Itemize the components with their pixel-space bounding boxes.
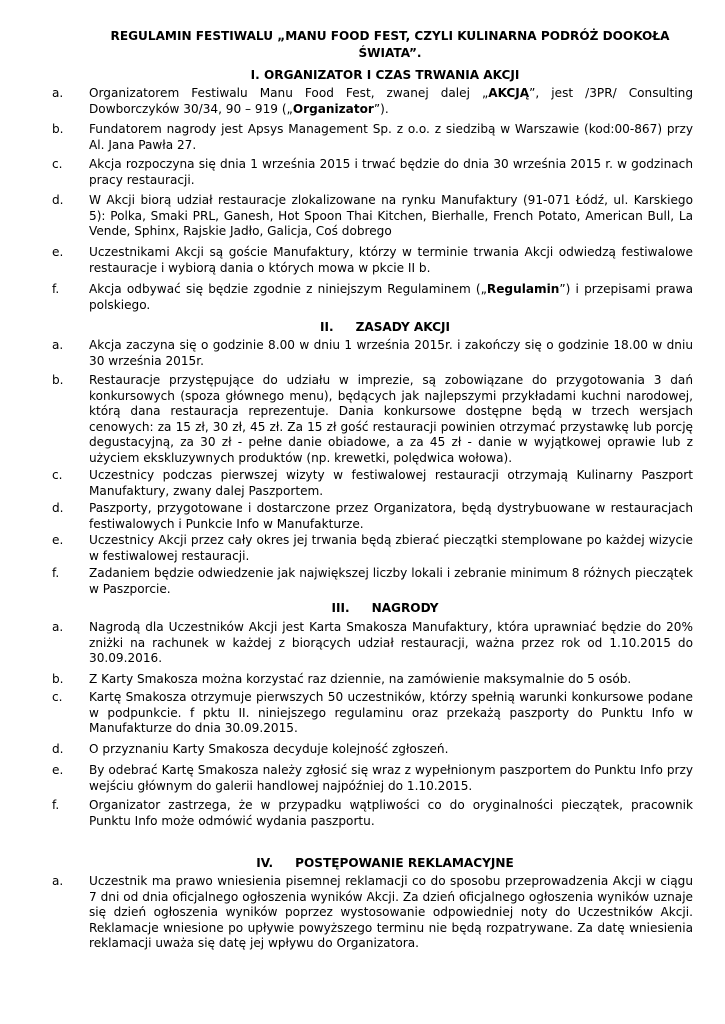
- section-number: IV.: [256, 856, 274, 870]
- item-text: Paszporty, przygotowane i dostarczone przez Organizatora, będą dystrybuowane w restauracjach festiwalowych i Punkcie Info w Manufakturze.: [89, 501, 693, 531]
- item-text: [89, 282, 693, 313]
- item-text: Uczestnik ma prawo wniesienia pisemnej reklamacji co do sposobu przeprowadzenia Akcji w ciągu 7 dni od dnia oficjalnego ogłoszenia wyników Akcji. Za dzień oficjalnego ogłoszenia wyników uznaje się dzień ogłoszenia wyników poprzez wystosowanie odpowiedniej noty do Uczestników Akcji. Reklamacje wniesione po upływie powyższego terminu nie będą rozpatrywane. Za datę wniesienia reklamacji uważa się datę jej wpływu do Organizatora.: [89, 874, 693, 951]
- item-text: Akcja zaczyna się o godzinie 8.00 w dniu 1 września 2015r. i zakończy się o godzinie 18.00 w dniu 30 września 2015r.: [89, 338, 693, 368]
- item-letter: e.: [52, 533, 64, 547]
- item-letter: a.: [52, 874, 64, 888]
- document-title-line-1: REGULAMIN FESTIWALU „MANU FOOD FEST, CZYLI KULINARNA PODRÓŻ DOOKOŁA: [110, 29, 670, 43]
- item-text: O przyznaniu Karty Smakosza decyduje kolejność zgłoszeń.: [89, 742, 449, 756]
- item-letter: b.: [52, 122, 64, 136]
- item-letter: d.: [52, 193, 64, 207]
- item-text-bold: AKCJĄ: [488, 86, 530, 100]
- item-text: Kartę Smakosza otrzymuje pierwszych 50 uczestników, którzy spełnią warunki konkursowe podane w podpunkcie. f pktu II. niniejszego regulaminu oraz przekażą paszporty do Punktu Info w Manufakturze do dnia 30.09.2015.: [89, 690, 693, 736]
- item-text: [89, 86, 693, 117]
- item-letter: a.: [52, 338, 64, 352]
- item-text: Organizator zastrzega, że w przypadku wątpliwości co do oryginalności pieczątek, pracownik Punktu Info może odmówić wydania paszportu.: [89, 798, 693, 828]
- item-text: Zadaniem będzie odwiedzenie jak największej liczby lokali i zebranie minimum 8 różnych pieczątek w Paszporcie.: [89, 566, 693, 596]
- section-number: III.: [331, 601, 350, 615]
- section-number: I.: [250, 68, 260, 82]
- item-text-part: ”) i przepisami prawa polskiego.: [89, 282, 693, 312]
- item-text: Uczestnicy podczas pierwszej wizyty w festiwalowej restauracji otrzymają Kulinarny Paszport Manufaktury, zwany dalej Paszportem.: [89, 468, 693, 498]
- item-letter: d.: [52, 501, 64, 515]
- item-text-bold: Organizator: [292, 101, 374, 116]
- item-text-part: ”).: [373, 101, 389, 116]
- section-number: II.: [320, 320, 334, 334]
- item-letter: b.: [52, 672, 64, 686]
- section-heading-3: [60, 601, 710, 616]
- item-text: W Akcji biorą udział restauracje zlokalizowane na rynku Manufaktury (91-071 Łódź, ul. Karskiego 5): Polka, Smaki PRL, Ganesh, Hot Spoon Thai Kitchen, Bierhalle, French Potato, American Bull, La Vende, Sphinx, Rajskie Jadło, Galicja, Coś dobrego: [89, 193, 693, 239]
- item-text: Nagrodą dla Uczestników Akcji jest Karta Smakosza Manufaktury, która uprawniać będzie do 20% zniżki na rachunek w każdej z biorących udział restauracji, ważna przez rok od 1.10.2015 do 30.09.2016.: [89, 620, 693, 666]
- item-letter: e.: [52, 245, 64, 259]
- section-title: POSTĘPOWANIE REKLAMACYJNE: [295, 856, 514, 870]
- item-letter: c.: [52, 157, 63, 171]
- item-text: Z Karty Smakosza można korzystać raz dziennie, na zamówienie maksymalnie do 5 osób.: [89, 672, 632, 686]
- item-text: Uczestnikami Akcji są goście Manufaktury, którzy w terminie trwania Akcji odwiedzą festiwalowe restauracje i wybiorą dania o których mowa w pkcie II b.: [89, 245, 693, 275]
- item-text-part: ”, jest /3PR/ Consulting Dowborczyków 30/34, 90 – 919 („: [89, 86, 693, 116]
- item-letter: d.: [52, 742, 64, 756]
- section-heading-4: [60, 856, 710, 871]
- item-letter: a.: [52, 620, 64, 634]
- item-text: By odebrać Kartę Smakosza należy zgłosić się wraz z wypełnionym paszportem do Punktu Info przy wejściu głównym do galerii handlowej najpóźniej do 1.10.2015.: [89, 763, 693, 793]
- item-text-part: Akcja odbywać się będzie zgodnie z niniejszym Regulaminem („: [89, 282, 487, 296]
- document-title: [100, 28, 680, 62]
- item-letter: f.: [52, 798, 60, 812]
- section-heading-2: [60, 320, 710, 335]
- item-text: Fundatorem nagrody jest Apsys Management Sp. z o.o. z siedzibą w Warszawie (kod:00-867) przy Al. Jana Pawła 27.: [89, 122, 693, 152]
- section-title: ZASADY AKCJI: [355, 320, 450, 334]
- section-heading-1: [60, 68, 710, 83]
- item-letter: c.: [52, 690, 63, 704]
- item-text-part: Organizatorem Festiwalu Manu Food Fest, zwanej dalej „: [89, 86, 489, 100]
- section-title: NAGRODY: [371, 601, 439, 615]
- item-letter: b.: [52, 373, 64, 387]
- item-text: Akcja rozpoczyna się dnia 1 września 2015 i trwać będzie do dnia 30 września 2015 r. w godzinach pracy restauracji.: [89, 157, 693, 187]
- item-text: Uczestnicy Akcji przez cały okres jej trwania będą zbierać pieczątki stemplowane po każdej wizycie w festiwalowej restauracji.: [89, 533, 693, 563]
- item-letter: a.: [52, 86, 64, 100]
- item-letter: e.: [52, 763, 64, 777]
- item-text: Restauracje przystępujące do udziału w imprezie, są zobowiązane do przygotowania 3 dań konkursowych (spoza głównego menu), będących jak najlepszymi przykładami kuchni narodowej, którą dana restauracja reprezentuje. Dania konkursowe dostępne będą w trzech wersjach cenowych: za 15 zł, 30 zł, 45 zł. Za 15 zł gość restauracji powinien otrzymać przystawkę lub porcję degustacyjną, za 30 zł - pełne danie obiadowe, a za 45 zł - danie w wyjątkowej oprawie lub z użyciem ekskluzywnych produktów (np. krewetki, polędwica wołowa).: [89, 373, 693, 465]
- item-text-bold: Regulamin: [486, 282, 560, 296]
- item-letter: c.: [52, 468, 63, 482]
- section-title: ORGANIZATOR I CZAS TRWANIA AKCJI: [263, 68, 520, 82]
- item-letter: f.: [52, 566, 60, 580]
- document-title-line-2: ŚWIATA”.: [358, 46, 422, 60]
- item-letter: f.: [52, 282, 60, 296]
